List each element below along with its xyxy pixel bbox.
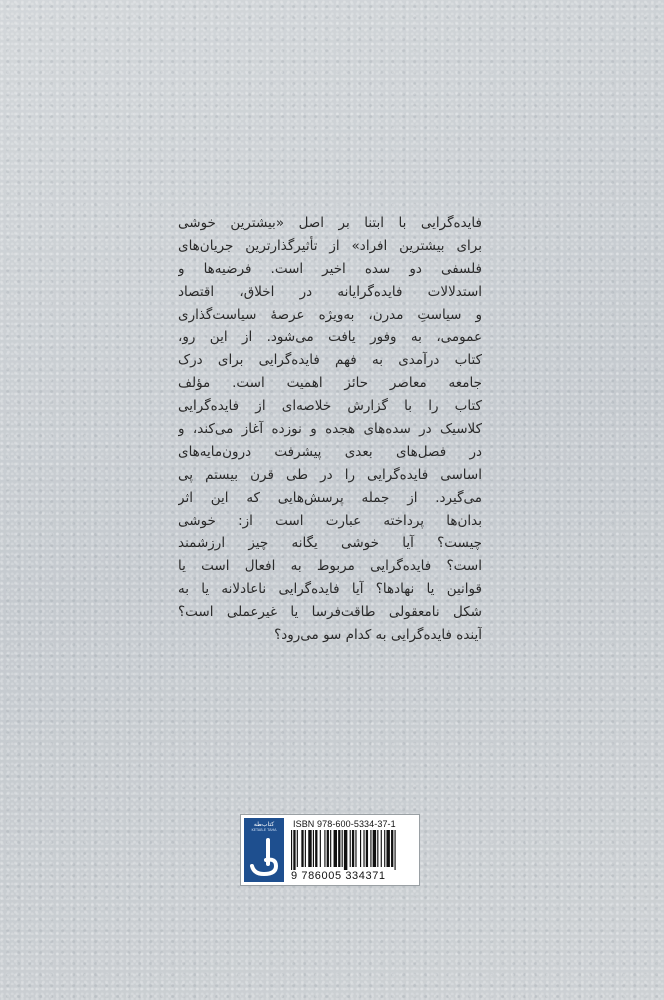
barcode-bar <box>308 830 311 867</box>
barcode-bar <box>338 830 340 867</box>
barcode-bar <box>315 830 317 867</box>
blurb-line: است؟ فایده‌گرایی مربوط به افعال است یا <box>178 558 482 575</box>
barcode-bar <box>342 830 343 867</box>
barcode-bar <box>370 830 371 867</box>
barcode-bar <box>293 830 295 870</box>
barcode-bar <box>355 830 356 867</box>
blurb-line: برای بیشترین افراد» از تأثیرگذارترین جریان‌های <box>178 237 482 254</box>
barcode-bar <box>363 830 364 867</box>
barcode-bar <box>297 830 298 867</box>
blurb-line: کتاب درآمدی به فهم فایده‌گرایی برای درک <box>178 352 482 369</box>
blurb-line: شکل نامعقولی طاقت‌فرسا یا غیرعملی است؟ <box>178 604 482 621</box>
barcode-bar <box>334 830 337 867</box>
barcode-bar <box>301 830 303 867</box>
blurb-line: بدان‌ها پرداخته عبارت است از: خوشی <box>178 512 482 529</box>
barcode-bar <box>366 830 368 867</box>
blurb-line: چیست؟ آیا خوشی یگانه چیز ارزشمند <box>178 535 482 552</box>
barcode-bar <box>352 830 354 867</box>
blurb-line: فایده‌گرایی با ابتنا بر اصل «بیشترین خوشی <box>178 215 482 231</box>
barcode-bar <box>377 830 378 867</box>
blurb-line: فلسفی دو سده اخیر است. فرضیه‌ها و <box>178 260 482 277</box>
barcode-bar <box>360 830 361 867</box>
barcode-digits: 9 786005 334371 <box>291 870 386 882</box>
publisher-name: کتاب‌طه <box>253 821 275 828</box>
blurb-line: می‌گیرد. از جمله پرسش‌هایی که این اثر <box>178 489 482 506</box>
blurb-line: کتاب را با گزارش خلاصه‌ای از فایده‌گرایی <box>178 398 482 415</box>
blurb-line: در فصل‌های بعدی پیشرفت درون‌مایه‌های <box>178 443 482 460</box>
blurb-line: و سیاستِ مدرن، به‌ویژه عرصهٔ سیاست‌گذاری <box>178 306 482 323</box>
barcode-bar <box>305 830 306 867</box>
blurb-line: قوانین یا نهادها؟ آیا فایده‌گرایی ناعادلانه یا به <box>178 581 482 598</box>
barcode-panel <box>240 814 420 886</box>
barcode-bar <box>327 830 329 867</box>
barcode-bar <box>373 830 376 867</box>
barcode-bar <box>320 830 321 867</box>
publisher-subtitle: KETAB-E TAHA <box>251 828 277 832</box>
barcode-bar <box>330 830 331 867</box>
isbn-label: ISBN 978-600-5334-37-1 <box>293 819 396 829</box>
barcode-bar <box>391 830 393 867</box>
blurb-line: کلاسیک در سده‌های هجده و نوزده آغاز می‌کند، و <box>178 421 482 438</box>
barcode-bar <box>381 830 382 867</box>
blurb-line: آینده فایده‌گرایی به کدام سو می‌رود؟ <box>274 627 482 644</box>
publisher-logo-icon <box>244 818 284 882</box>
blurb-line: استدلالات فایده‌گرایانه در اخلاق، اقتصاد <box>178 283 482 300</box>
barcode-bar <box>350 830 351 867</box>
taa-letter-icon <box>248 838 280 878</box>
blurb-line: اساسی فایده‌گرایی را در طی قرن بیستم پی <box>178 466 482 483</box>
barcode-bar <box>395 830 396 870</box>
blurb-line: عمومی، به وفور یافت می‌شود. از این رو، <box>178 329 482 346</box>
barcode-bar <box>344 830 347 870</box>
barcode-bars <box>291 830 417 870</box>
barcode-bar <box>313 830 314 867</box>
barcode-bar <box>384 830 385 867</box>
back-cover-blurb <box>178 212 482 647</box>
barcode-bar <box>324 830 325 867</box>
barcode-bar <box>386 830 389 867</box>
barcode-bar <box>291 830 292 870</box>
blurb-line: جامعه معاصر حائز اهمیت است. مؤلف <box>178 375 482 392</box>
